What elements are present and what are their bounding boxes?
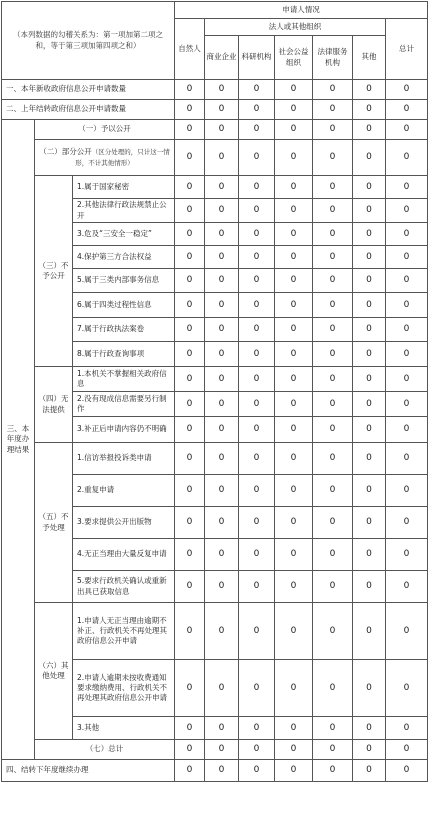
value-cell: 0	[175, 603, 205, 660]
row-label-new-requests: 一、本年新收政府信息公开申请数量	[2, 80, 175, 100]
value-cell: 0	[205, 342, 239, 367]
value-cell: 0	[175, 318, 205, 342]
value-cell: 0	[313, 660, 353, 717]
value-cell: 0	[175, 342, 205, 367]
sub-item-label: 2.没有现成信息需要另行制作	[73, 392, 175, 417]
org-type-header: 其他	[353, 36, 386, 80]
value-cell: 0	[313, 80, 353, 100]
value-cell: 0	[175, 760, 205, 782]
value-cell: 0	[239, 507, 275, 539]
value-cell: 0	[205, 140, 239, 176]
value-cell: 0	[205, 318, 239, 342]
value-cell: 0	[239, 571, 275, 603]
value-cell: 0	[275, 140, 313, 176]
sub-item-label: 4.保护第三方合法权益	[73, 246, 175, 269]
value-cell: 0	[386, 660, 428, 717]
section-label-results: 三、本年度办理结果	[2, 120, 35, 760]
value-cell: 0	[275, 475, 313, 507]
value-cell: 0	[353, 660, 386, 717]
table-row	[2, 120, 428, 140]
value-cell: 0	[239, 293, 275, 318]
value-cell: 0	[239, 603, 275, 660]
value-cell: 0	[175, 507, 205, 539]
value-cell: 0	[205, 507, 239, 539]
value-cell: 0	[353, 603, 386, 660]
value-cell: 0	[313, 176, 353, 199]
category-partial	[35, 140, 175, 176]
value-cell: 0	[386, 539, 428, 571]
value-cell: 0	[205, 717, 239, 740]
sub-item-label: 1.属于国家秘密	[73, 176, 175, 199]
value-cell: 0	[353, 269, 386, 293]
value-cell: 0	[205, 539, 239, 571]
value-cell: 0	[275, 417, 313, 443]
value-cell: 0	[313, 571, 353, 603]
value-cell: 0	[386, 717, 428, 740]
legal-org-header: 法人或其他组织	[205, 19, 386, 36]
value-cell: 0	[205, 269, 239, 293]
value-cell: 0	[205, 443, 239, 475]
value-cell: 0	[313, 100, 353, 120]
value-cell: 0	[239, 539, 275, 571]
value-cell: 0	[353, 571, 386, 603]
value-cell: 0	[239, 80, 275, 100]
value-cell: 0	[205, 392, 239, 417]
value-cell: 0	[205, 246, 239, 269]
value-cell: 0	[275, 660, 313, 717]
value-cell: 0	[386, 417, 428, 443]
value-cell: 0	[239, 740, 275, 760]
value-cell: 0	[386, 342, 428, 367]
value-cell: 0	[353, 342, 386, 367]
value-cell: 0	[313, 367, 353, 392]
value-cell: 0	[175, 80, 205, 100]
value-cell: 0	[205, 417, 239, 443]
value-cell: 0	[175, 140, 205, 176]
value-cell: 0	[175, 417, 205, 443]
category-other-process: （六）其他处理	[35, 603, 73, 740]
sub-item-label: 4.无正当理由大量反复申请	[73, 539, 175, 571]
value-cell: 0	[353, 80, 386, 100]
value-cell: 0	[205, 100, 239, 120]
table-row	[2, 140, 428, 176]
value-cell: 0	[205, 740, 239, 760]
value-cell: 0	[353, 199, 386, 223]
value-cell: 0	[175, 176, 205, 199]
value-cell: 0	[205, 603, 239, 660]
value-cell: 0	[386, 176, 428, 199]
value-cell: 0	[205, 176, 239, 199]
value-cell: 0	[205, 475, 239, 507]
value-cell: 0	[275, 539, 313, 571]
value-cell: 0	[275, 507, 313, 539]
value-cell: 0	[175, 392, 205, 417]
table-row	[2, 80, 428, 100]
value-cell: 0	[175, 660, 205, 717]
value-cell: 0	[275, 80, 313, 100]
value-cell: 0	[313, 717, 353, 740]
value-cell: 0	[275, 199, 313, 223]
value-cell: 0	[275, 246, 313, 269]
value-cell: 0	[205, 199, 239, 223]
value-cell: 0	[205, 660, 239, 717]
table-row	[2, 443, 428, 475]
value-cell: 0	[313, 603, 353, 660]
value-cell: 0	[239, 717, 275, 740]
value-cell: 0	[205, 571, 239, 603]
value-cell: 0	[386, 120, 428, 140]
value-cell: 0	[386, 603, 428, 660]
sub-item-label: 7.属于行政执法案卷	[73, 318, 175, 342]
value-cell: 0	[239, 660, 275, 717]
category-total: （七）总计	[35, 740, 175, 760]
value-cell: 0	[353, 539, 386, 571]
value-cell: 0	[239, 199, 275, 223]
sub-item-label: 6.属于四类过程性信息	[73, 293, 175, 318]
category-disclose: （一）予以公开	[35, 120, 175, 140]
value-cell: 0	[205, 223, 239, 246]
value-cell: 0	[175, 717, 205, 740]
value-cell: 0	[353, 417, 386, 443]
value-cell: 0	[275, 269, 313, 293]
value-cell: 0	[275, 100, 313, 120]
value-cell: 0	[275, 717, 313, 740]
sub-item-label: 3.其他	[73, 717, 175, 740]
total-header: 总计	[386, 19, 428, 80]
org-type-header: 科研机构	[239, 36, 275, 80]
value-cell: 0	[175, 223, 205, 246]
applicant-status-header: 申请人情况	[175, 2, 428, 19]
value-cell: 0	[386, 100, 428, 120]
category-cannot-provide: （四）无法提供	[35, 367, 73, 443]
value-cell: 0	[313, 199, 353, 223]
value-cell: 0	[353, 760, 386, 782]
value-cell: 0	[239, 760, 275, 782]
value-cell: 0	[353, 367, 386, 392]
natural-person-header: 自然人	[175, 19, 205, 80]
category-partial-label: （二）部分公开	[39, 147, 92, 157]
value-cell: 0	[275, 571, 313, 603]
value-cell: 0	[353, 475, 386, 507]
value-cell: 0	[386, 293, 428, 318]
value-cell: 0	[353, 318, 386, 342]
row-label-carried-over: 二、上年结转政府信息公开申请数量	[2, 100, 175, 120]
value-cell: 0	[239, 269, 275, 293]
value-cell: 0	[275, 760, 313, 782]
value-cell: 0	[275, 740, 313, 760]
value-cell: 0	[275, 603, 313, 660]
sub-item-label: 1.信访举报投诉类申请	[73, 443, 175, 475]
sub-item-label: 2.重复申请	[73, 475, 175, 507]
value-cell: 0	[275, 367, 313, 392]
value-cell: 0	[175, 269, 205, 293]
value-cell: 0	[239, 246, 275, 269]
value-cell: 0	[275, 293, 313, 318]
sub-item-label: 3.补正后申请内容仍不明确	[73, 417, 175, 443]
value-cell: 0	[353, 443, 386, 475]
value-cell: 0	[239, 475, 275, 507]
table-note: （本列数据的勾稽关系为：第一项加第二项之和，等于第三项加第四项之和）	[2, 2, 175, 80]
value-cell: 0	[239, 223, 275, 246]
org-type-header: 社会公益组织	[275, 36, 313, 80]
value-cell: 0	[313, 223, 353, 246]
value-cell: 0	[313, 539, 353, 571]
table-row	[2, 760, 428, 782]
value-cell: 0	[386, 367, 428, 392]
value-cell: 0	[386, 269, 428, 293]
value-cell: 0	[353, 176, 386, 199]
table-row	[2, 176, 428, 199]
value-cell: 0	[313, 760, 353, 782]
value-cell: 0	[205, 80, 239, 100]
value-cell: 0	[386, 443, 428, 475]
value-cell: 0	[313, 443, 353, 475]
value-cell: 0	[313, 507, 353, 539]
value-cell: 0	[175, 571, 205, 603]
category-not-process: （五）不予处理	[35, 443, 73, 603]
row-label-next-year: 四、结转下年度继续办理	[2, 760, 175, 782]
value-cell: 0	[205, 293, 239, 318]
value-cell: 0	[353, 223, 386, 246]
sub-item-label: 3.危及“三安全一稳定”	[73, 223, 175, 246]
value-cell: 0	[313, 293, 353, 318]
org-type-header: 商业企业	[205, 36, 239, 80]
value-cell: 0	[313, 246, 353, 269]
value-cell: 0	[386, 475, 428, 507]
value-cell: 0	[239, 443, 275, 475]
value-cell: 0	[386, 80, 428, 100]
value-cell: 0	[239, 417, 275, 443]
value-cell: 0	[353, 293, 386, 318]
org-type-header: 法律服务机构	[313, 36, 353, 80]
value-cell: 0	[386, 140, 428, 176]
value-cell: 0	[175, 199, 205, 223]
value-cell: 0	[175, 100, 205, 120]
value-cell: 0	[175, 120, 205, 140]
value-cell: 0	[386, 571, 428, 603]
value-cell: 0	[313, 392, 353, 417]
sub-item-label: 3.要求提供公开出版物	[73, 507, 175, 539]
value-cell: 0	[275, 318, 313, 342]
value-cell: 0	[175, 539, 205, 571]
value-cell: 0	[313, 140, 353, 176]
value-cell: 0	[239, 120, 275, 140]
value-cell: 0	[386, 199, 428, 223]
value-cell: 0	[353, 507, 386, 539]
sub-item-label: 2.申请人逾期未按收费通知要求缴纳费用、行政机关不再处理其政府信息公开申请	[73, 660, 175, 717]
table-row	[2, 740, 428, 760]
sub-item-label: 5.要求行政机关确认或重新出具已获取信息	[73, 571, 175, 603]
table-row	[2, 100, 428, 120]
sub-item-label: 1.本机关不掌握相关政府信息	[73, 367, 175, 392]
value-cell: 0	[175, 740, 205, 760]
value-cell: 0	[239, 318, 275, 342]
value-cell: 0	[386, 507, 428, 539]
value-cell: 0	[205, 760, 239, 782]
value-cell: 0	[353, 392, 386, 417]
value-cell: 0	[386, 223, 428, 246]
value-cell: 0	[205, 120, 239, 140]
value-cell: 0	[175, 443, 205, 475]
value-cell: 0	[313, 269, 353, 293]
value-cell: 0	[313, 120, 353, 140]
sub-item-label: 1.申请人无正当理由逾期不补正、行政机关不再处理其政府信息公开申请	[73, 603, 175, 660]
value-cell: 0	[313, 417, 353, 443]
value-cell: 0	[353, 717, 386, 740]
value-cell: 0	[313, 342, 353, 367]
value-cell: 0	[275, 120, 313, 140]
sub-item-label: 8.属于行政查询事项	[73, 342, 175, 367]
sub-item-label: 5.属于三类内部事务信息	[73, 269, 175, 293]
value-cell: 0	[275, 342, 313, 367]
value-cell: 0	[386, 760, 428, 782]
value-cell: 0	[205, 367, 239, 392]
value-cell: 0	[386, 318, 428, 342]
value-cell: 0	[239, 392, 275, 417]
value-cell: 0	[239, 140, 275, 176]
category-partial-note: （区分处理的，只计这一情形，不计其他情形）	[75, 148, 170, 167]
value-cell: 0	[275, 392, 313, 417]
value-cell: 0	[353, 100, 386, 120]
value-cell: 0	[353, 120, 386, 140]
value-cell: 0	[353, 140, 386, 176]
value-cell: 0	[175, 367, 205, 392]
value-cell: 0	[386, 740, 428, 760]
value-cell: 0	[239, 100, 275, 120]
table-row	[2, 367, 428, 392]
value-cell: 0	[175, 246, 205, 269]
table-row	[2, 603, 428, 660]
value-cell: 0	[175, 293, 205, 318]
value-cell: 0	[313, 475, 353, 507]
value-cell: 0	[386, 392, 428, 417]
value-cell: 0	[275, 176, 313, 199]
value-cell: 0	[386, 246, 428, 269]
value-cell: 0	[313, 740, 353, 760]
value-cell: 0	[239, 367, 275, 392]
value-cell: 0	[175, 475, 205, 507]
value-cell: 0	[275, 443, 313, 475]
category-not-disclose: （三）不予公开	[35, 176, 73, 367]
value-cell: 0	[353, 246, 386, 269]
sub-item-label: 2.其他法律行政法规禁止公开	[73, 199, 175, 223]
value-cell: 0	[313, 318, 353, 342]
value-cell: 0	[275, 223, 313, 246]
value-cell: 0	[353, 740, 386, 760]
value-cell: 0	[239, 342, 275, 367]
gov-info-disclosure-table	[1, 1, 428, 782]
value-cell: 0	[239, 176, 275, 199]
